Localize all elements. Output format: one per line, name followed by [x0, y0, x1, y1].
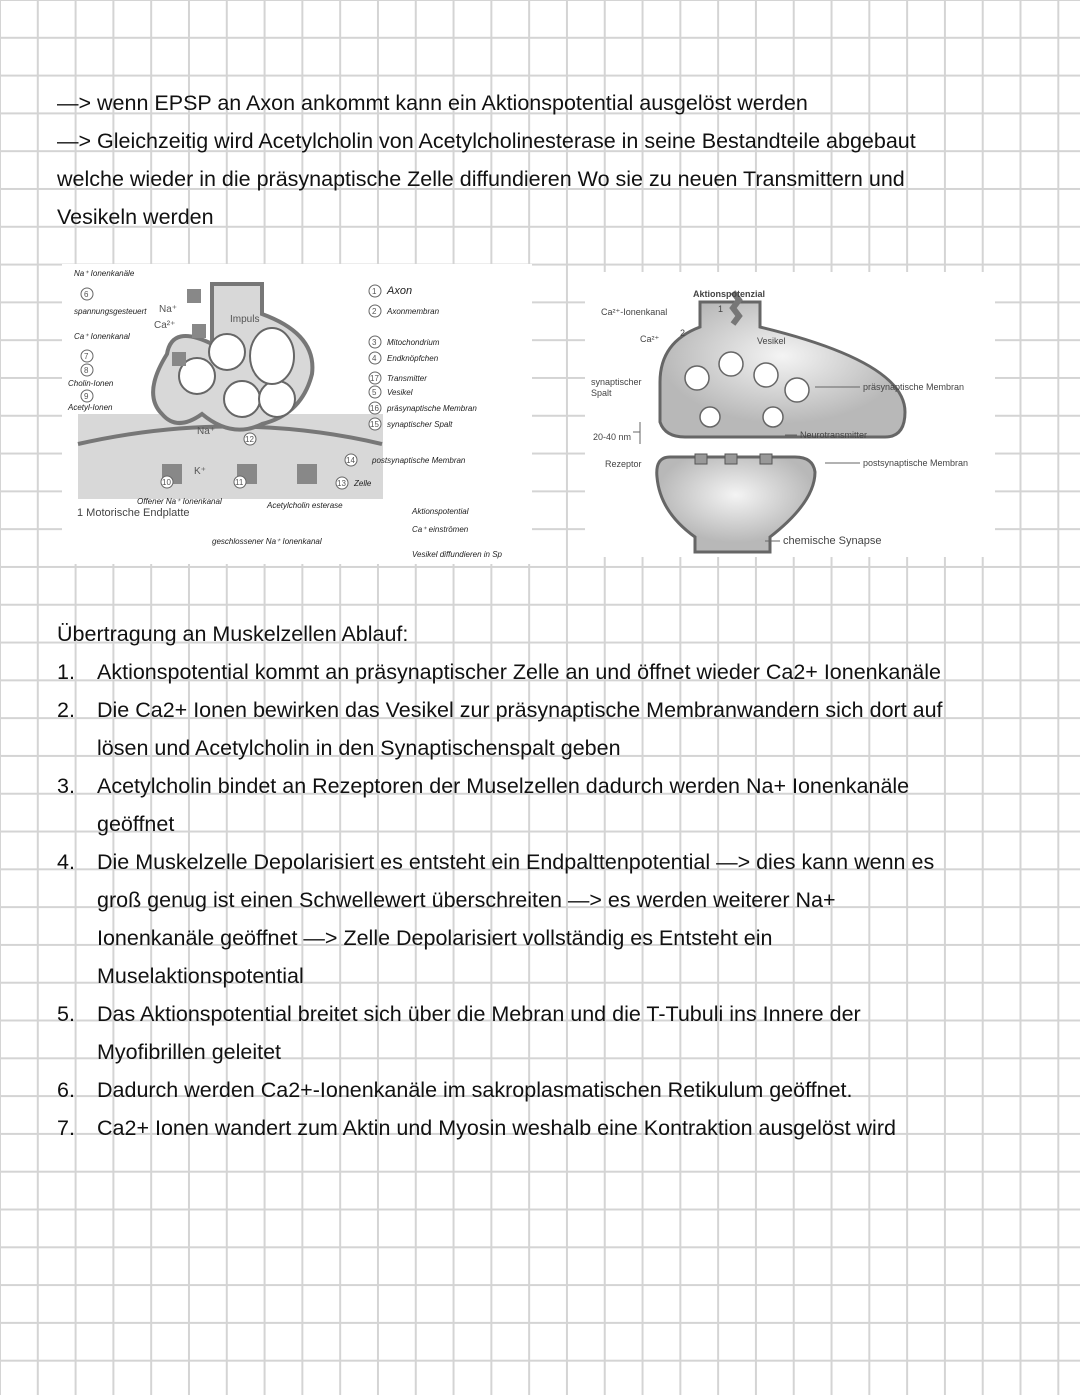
svg-text:17: 17: [370, 374, 379, 383]
list-item-line: Myofibrillen geleitet: [97, 1040, 282, 1064]
svg-text:Vesikel diffundieren in Sp: Vesikel diffundieren in Sp: [412, 550, 502, 559]
list-number: 4.: [57, 850, 75, 874]
marker-1: 1: [718, 304, 724, 314]
marker: [369, 336, 381, 348]
svg-text:1: 1: [372, 287, 377, 296]
figure-caption: 1 Motorische Endplatte: [77, 507, 190, 519]
intro-line: welche wieder in die präsynaptische Zelle diffundieren Wo sie zu neuen Transmittern und: [57, 167, 905, 191]
list-item-line: Ionenkanäle geöffnet —> Zelle Depolarisiert vollständig es Entsteht ein: [97, 926, 773, 950]
marker: [369, 305, 381, 317]
list-item-line: Muselaktionspotential: [97, 964, 304, 988]
label-presynaptic-membrane: präsynaptische Membran: [863, 382, 965, 392]
label-neurotransmitter: Neurotransmitter: [800, 430, 868, 440]
marker: [369, 352, 381, 364]
svg-text:16: 16: [370, 404, 379, 413]
label-vesikel: Vesikel: [757, 336, 786, 346]
svg-text:spannungsgesteuert: spannungsgesteuert: [74, 307, 147, 316]
marker-2: 2: [680, 328, 686, 338]
svg-text:3: 3: [372, 338, 377, 347]
svg-text:8: 8: [84, 366, 89, 375]
svg-text:Transmitter: Transmitter: [387, 374, 427, 383]
label-impuls: Impuls: [230, 314, 260, 325]
svg-text:Axon: Axon: [387, 285, 413, 297]
svg-text:15: 15: [370, 420, 379, 429]
marker: [369, 418, 381, 430]
list-item-line: geöffnet: [97, 812, 175, 836]
label-na-2: Na⁺: [197, 426, 216, 437]
marker: [369, 372, 381, 384]
label-chemische-synapse: chemische Synapse: [783, 535, 882, 547]
intro-line: —> wenn EPSP an Axon ankommt kann ein Aktionspotential ausgelöst werden: [57, 91, 808, 115]
list-item-line: Dadurch werden Ca2+-Ionenkanäle im sakroplasmatischen Retikulum geöffnet.: [97, 1078, 853, 1102]
label-spalt-1: synaptischer: [591, 377, 642, 387]
svg-text:präsynaptische Membran: präsynaptische Membran: [387, 404, 477, 413]
list-item-line: Acetylcholin bindet an Rezeptoren der Muselzellen dadurch werden Na+ Ionenkanäle: [97, 774, 910, 798]
svg-text:geschlossener Na⁺ Ionenkanal: geschlossener Na⁺ Ionenkanal: [212, 537, 322, 546]
svg-text:14: 14: [346, 456, 355, 465]
list-item-line: Die Muskelzelle Depolarisiert es entsteht ein Endpalttenpotential —> dies kann wenn es: [97, 850, 935, 874]
marker: [369, 386, 381, 398]
svg-text:Acetyl-Ionen: Acetyl-Ionen: [68, 403, 113, 412]
list-number: 1.: [57, 660, 75, 684]
list-item-line: Aktionspotential kommt an präsynaptischer Zelle an und öffnet wieder Ca2+ Ionenkanäle: [97, 660, 941, 684]
label-ca: Ca²⁺: [154, 320, 176, 331]
list-number: 6.: [57, 1078, 75, 1102]
svg-text:Zelle: Zelle: [354, 479, 372, 488]
svg-text:synaptischer Spalt: synaptischer Spalt: [387, 420, 453, 429]
svg-text:Axonmembran: Axonmembran: [387, 307, 440, 316]
list-number: 3.: [57, 774, 75, 798]
svg-text:4: 4: [372, 354, 377, 363]
list-item-line: lösen und Acetylcholin in den Synaptischenspalt geben: [97, 736, 621, 760]
svg-text:Ca⁺ Ionenkanal: Ca⁺ Ionenkanal: [74, 332, 130, 341]
marker: [81, 390, 93, 402]
list-number: 2.: [57, 698, 75, 722]
svg-text:13: 13: [337, 479, 346, 488]
marker: [234, 476, 246, 488]
label-postsynaptic-membrane: postsynaptische Membran: [863, 458, 969, 468]
svg-text:6: 6: [84, 290, 89, 299]
section-heading: Übertragung an Muskelzellen Ablauf:: [57, 622, 409, 646]
svg-text:postsynaptische Membran: postsynaptische Membran: [372, 456, 466, 465]
intro-line: Vesikeln werden: [57, 205, 214, 229]
list-item-line: Das Aktionspotential breitet sich über die Mebran und die T-Tubuli ins Innere der: [97, 1002, 861, 1026]
marker: [345, 454, 357, 466]
svg-text:Na⁺ Ionenkanäle: Na⁺ Ionenkanäle: [74, 269, 135, 278]
list-item-line: Die Ca2+ Ionen bewirken das Vesikel zur präsynaptische Membranwandern sich dort auf: [97, 698, 943, 722]
svg-text:7: 7: [84, 352, 89, 361]
marker: [161, 476, 173, 488]
svg-text:Aktionspotential: Aktionspotential: [412, 507, 469, 516]
svg-text:11: 11: [235, 478, 244, 487]
figure-motor-endplate: [62, 264, 532, 564]
svg-text:9: 9: [84, 392, 89, 401]
figure-chemical-synapse: [585, 272, 995, 557]
svg-text:Offener Na⁺ Ionenkanal: Offener Na⁺ Ionenkanal: [137, 497, 222, 506]
marker: [244, 433, 256, 445]
marker: [336, 477, 348, 489]
label-distance: 20-40 nm: [593, 432, 632, 442]
svg-text:Mitochondrium: Mitochondrium: [387, 338, 440, 347]
label-k: K⁺: [194, 466, 206, 477]
svg-text:Cholin-Ionen: Cholin-Ionen: [68, 379, 114, 388]
intro-line: —> Gleichzeitig wird Acetylcholin von Acetylcholinesterase in seine Bestandteile abgebaut: [57, 129, 916, 153]
label-rezeptor: Rezeptor: [605, 459, 642, 469]
list-item-line: Ca2+ Ionen wandert zum Aktin und Myosin weshalb eine Kontraktion ausgelöst wird: [97, 1116, 896, 1140]
svg-text:10: 10: [162, 478, 171, 487]
svg-text:5: 5: [372, 388, 377, 397]
svg-text:Acetylcholin esterase: Acetylcholin esterase: [267, 501, 343, 510]
label-na: Na⁺: [159, 304, 178, 315]
marker: [81, 350, 93, 362]
svg-text:Endknöpfchen: Endknöpfchen: [387, 354, 439, 363]
list-item-line: groß genug ist einen Schwellewert überschreiten —> es werden weiterer Na+: [97, 888, 836, 912]
svg-text:2: 2: [372, 307, 377, 316]
svg-text:Ca⁺ einströmen: Ca⁺ einströmen: [412, 525, 469, 534]
marker: [369, 285, 381, 297]
list-number: 7.: [57, 1116, 75, 1140]
svg-text:12: 12: [245, 435, 254, 444]
marker: [81, 288, 93, 300]
list-number: 5.: [57, 1002, 75, 1026]
label-spalt-2: Spalt: [591, 388, 612, 398]
marker: [369, 402, 381, 414]
marker: [81, 364, 93, 376]
label-ca-channel: Ca²⁺-Ionenkanal: [601, 307, 668, 317]
label-ca: Ca²⁺: [640, 334, 660, 344]
svg-text:Vesikel: Vesikel: [387, 388, 413, 397]
label-aktionspotenzial: Aktionspotenzial: [693, 289, 766, 299]
